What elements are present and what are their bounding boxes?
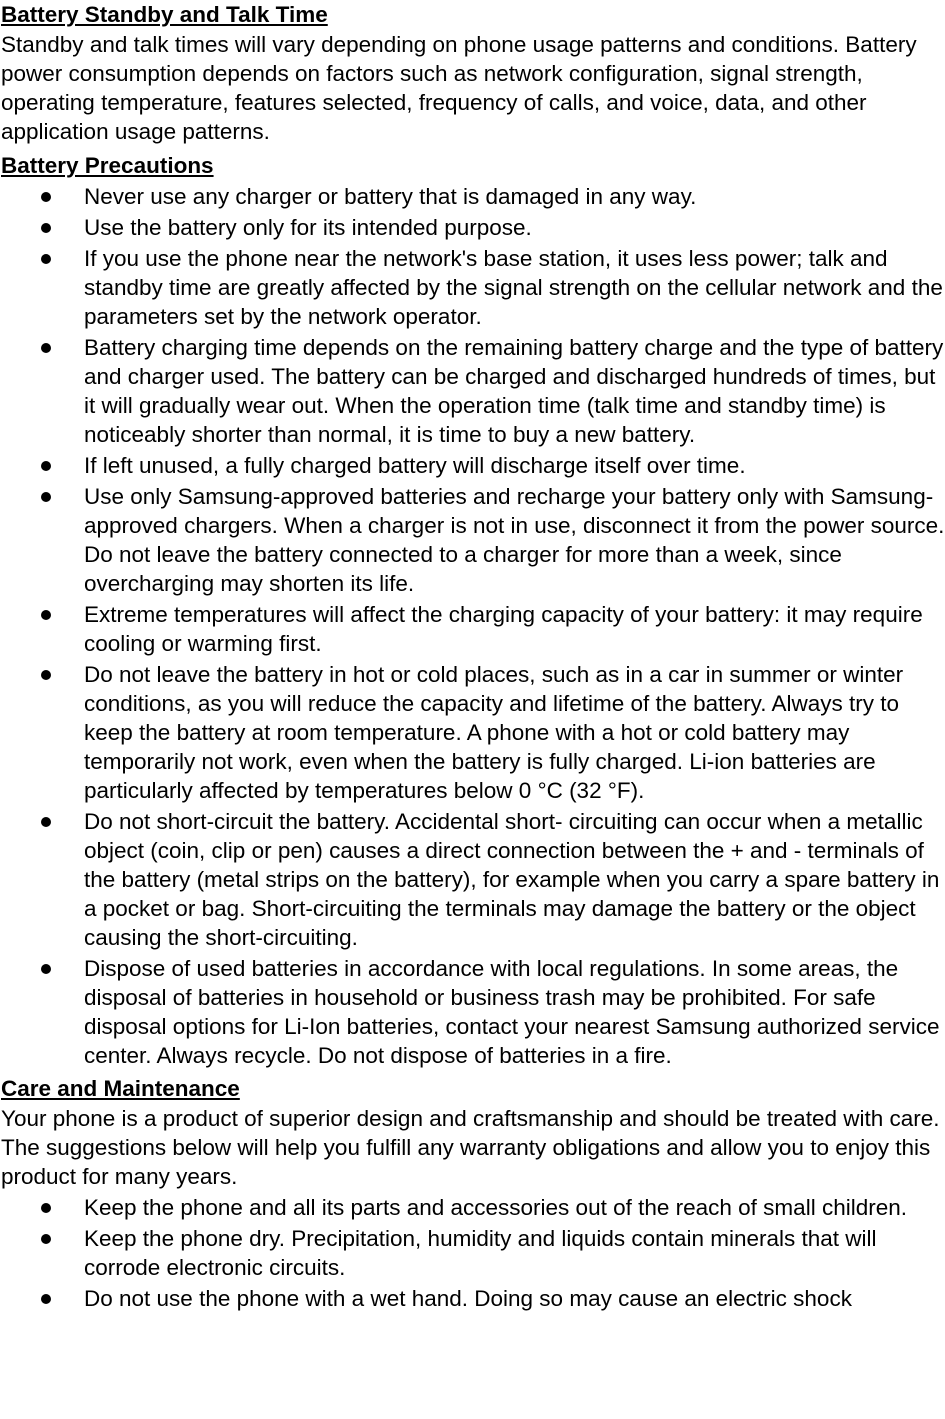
bullet-icon — [41, 1294, 51, 1304]
care-paragraph: Your phone is a product of superior design and craftsmanship and should be treated with care. The suggestions below will help you fulfill any warranty obligations and allow you to enjoy this product for many years. — [1, 1106, 940, 1189]
bullet-icon — [41, 192, 51, 202]
bullet-icon — [41, 343, 51, 353]
bullet-icon — [41, 817, 51, 827]
bullet-icon — [41, 1203, 51, 1213]
bullet-icon — [41, 223, 51, 233]
list-item: Extreme temperatures will affect the charging capacity of your battery: it may require cooling or warming first. — [1, 600, 945, 658]
bullet-icon — [41, 492, 51, 502]
list-item: Do not leave the battery in hot or cold places, such as in a car in summer or winter conditions, as you will reduce the capacity and lifetime of the battery. Always try to keep the battery at room temperature. A phone with a hot or cold battery may temporarily not work, even when the battery is fully charged. Li-ion batteries are particularly affected by temperatures below 0 °C (32 °F). — [1, 660, 945, 805]
list-item: Dispose of used batteries in accordance with local regulations. In some areas, the disposal of batteries in household or business trash may be prohibited. For safe disposal options for Li-Ion batteries, contact your nearest Samsung authorized service center. Always recycle. Do not dispose of batteries in a fire. — [1, 954, 945, 1070]
section-heading-precautions: Battery Precautions — [1, 153, 214, 178]
list-item: Never use any charger or battery that is damaged in any way. — [1, 182, 945, 211]
bullet-icon — [41, 254, 51, 264]
bullet-icon — [41, 964, 51, 974]
list-item: Use the battery only for its intended purpose. — [1, 213, 945, 242]
list-item: Do not use the phone with a wet hand. Doing so may cause an electric shock — [1, 1284, 945, 1313]
bullet-icon — [41, 1234, 51, 1244]
standby-paragraph: Standby and talk times will vary depending on phone usage patterns and conditions. Battery power consumption depends on factors such as network configuration, signal strength, operating temperature, features selected, frequency of calls, and voice, data, and other application usage patterns. — [1, 32, 917, 144]
list-item: If you use the phone near the network's base station, it uses less power; talk and standby time are greatly affected by the signal strength on the cellular network and the parameters set by the network operator. — [1, 244, 945, 331]
list-item: Keep the phone dry. Precipitation, humidity and liquids contain minerals that will corrode electronic circuits. — [1, 1224, 945, 1282]
list-item: Use only Samsung-approved batteries and recharge your battery only with Samsung-approved chargers. When a charger is not in use, disconnect it from the power source. Do not leave the battery connected to a charger for more than a week, since overcharging may shorten its life. — [1, 482, 945, 598]
section-heading-standby: Battery Standby and Talk Time — [1, 2, 328, 27]
list-item: Do not short-circuit the battery. Accidental short- circuiting can occur when a metallic object (coin, clip or pen) causes a direct connection between the + and - terminals of the battery (metal strips on the battery), for example when you carry a spare battery in a pocket or bag. Short-circuiting the terminals may damage the battery or the object causing the short-circuiting. — [1, 807, 945, 952]
bullet-icon — [41, 610, 51, 620]
section-heading-care: Care and Maintenance — [1, 1076, 240, 1101]
list-item: Battery charging time depends on the remaining battery charge and the type of battery and charger used. The battery can be charged and discharged hundreds of times, but it will gradually wear out. When the operation time (talk time and standby time) is noticeably shorter than normal, it is time to buy a new battery. — [1, 333, 945, 449]
bullet-icon — [41, 461, 51, 471]
list-item: If left unused, a fully charged battery will discharge itself over time. — [1, 451, 945, 480]
precautions-list — [1, 182, 945, 1070]
care-list — [1, 1193, 945, 1313]
bullet-icon — [41, 670, 51, 680]
list-item: Keep the phone and all its parts and accessories out of the reach of small children. — [1, 1193, 945, 1222]
